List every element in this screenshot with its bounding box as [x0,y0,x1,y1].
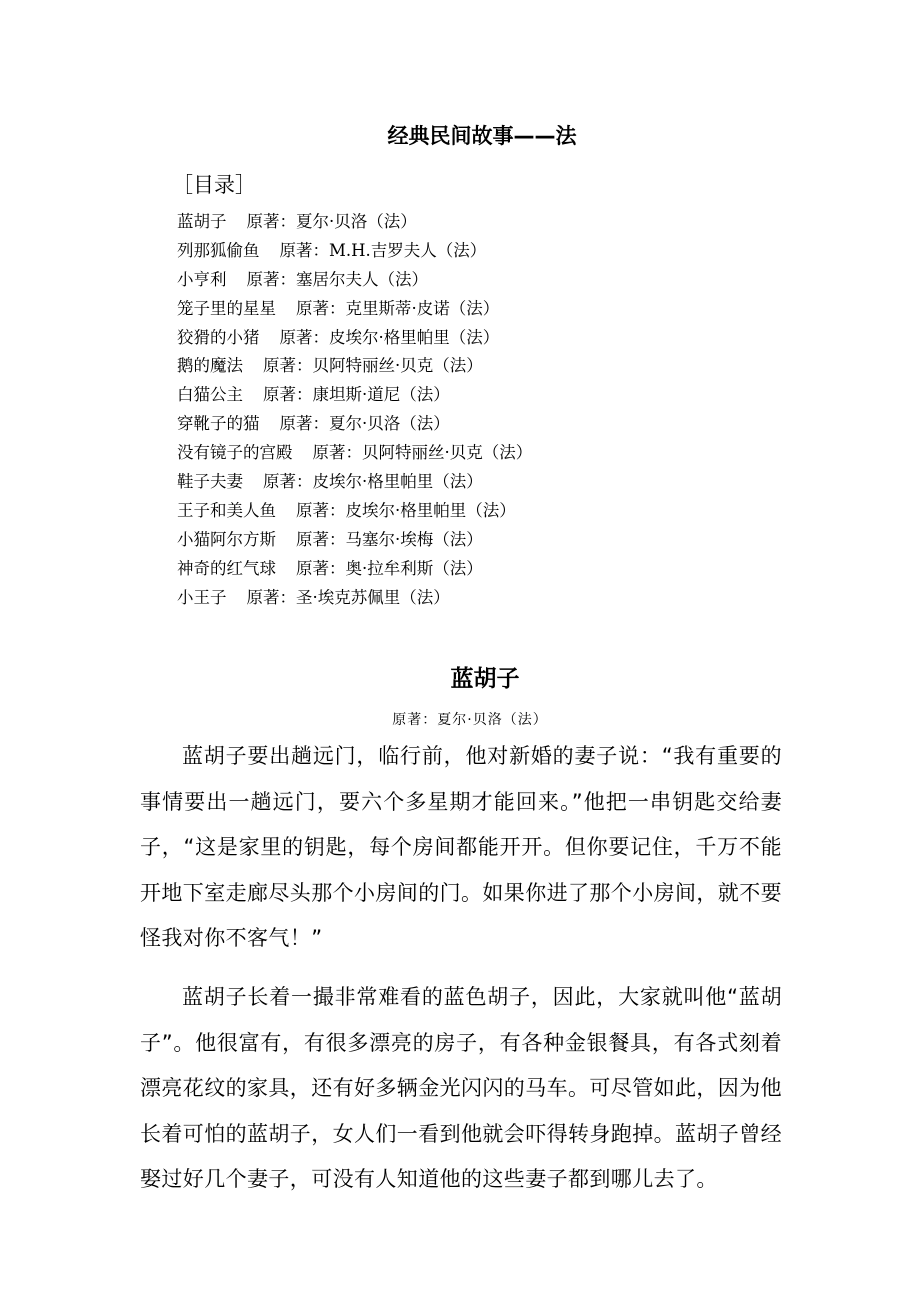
toc-item-title: 白猫公主 [177,385,243,405]
toc-item-title: 列那狐偷鱼 [177,240,260,260]
toc-item-author: 原著：贝阿特丽丝·贝克（法） [312,443,533,463]
toc-item-author: 原著：皮埃尔·格里帕里（法） [279,327,500,347]
toc-item[interactable] [177,266,532,295]
toc-item-author: 原著：塞居尔夫人（法） [246,269,428,289]
story-title: 蓝胡子 [450,666,520,692]
toc-item[interactable] [177,381,532,410]
toc-item-title: 鞋子夫妻 [177,472,243,492]
toc-item-title: 小猫阿尔方斯 [177,529,276,549]
toc-item-author: 原著：夏尔·贝洛（法） [279,414,450,434]
toc-item[interactable] [177,295,532,324]
toc-item[interactable] [177,468,532,497]
toc-item[interactable] [177,324,532,353]
toc-item[interactable] [177,439,532,468]
toc-item-author: 原著：皮埃尔·格里帕里（法） [296,500,516,520]
story-author: 原著：夏尔·贝洛（法） [392,712,548,728]
toc-item[interactable] [177,208,532,237]
toc-item-title: 狡猾的小猪 [177,327,260,347]
document-title: 经典民间故事——法 [387,124,577,148]
toc-item-title: 神奇的红气球 [177,558,276,578]
toc-item-author: 原著：皮埃尔·格里帕里（法） [263,472,483,492]
toc-item-title: 小王子 [177,587,227,607]
toc-item-title: 穿靴子的猫 [177,414,260,434]
toc-item-author: 原著：夏尔·贝洛（法） [246,212,417,231]
toc-item-author: 原著：克里斯蒂·皮诺（法） [296,298,500,318]
toc-item[interactable] [177,526,532,555]
toc-item[interactable] [177,410,532,439]
toc-item[interactable] [177,352,532,381]
toc-item-author: 原著：圣·埃克苏佩里（法） [246,587,450,607]
toc-item[interactable] [177,237,532,266]
toc-item-title: 鹅的魔法 [177,356,243,376]
toc-item-author: 原著：M.H.吉罗夫人（法） [279,240,487,260]
toc-item-author: 原著：奥·拉牟利斯（法） [296,558,483,578]
toc-item-title: 笼子里的星星 [177,298,276,318]
table-of-contents [177,208,532,612]
toc-item-author: 原著：康坦斯·道尼（法） [263,385,450,405]
toc-heading: ［目录］ [172,173,256,197]
toc-item-title: 小亨利 [177,269,227,289]
toc-item[interactable] [177,497,532,526]
toc-item-title: 没有镜子的宫殿 [177,443,293,463]
story-paragraph: 蓝胡子长着一撮非常难看的蓝色胡子，因此，大家就叫他“蓝胡子”。他很富有，有很多漂亮的房子，有各种金银餐具，有各式刻着漂亮花纹的家具，还有好多辆金光闪闪的马车。可尽管如此，因为他长着可怕的蓝胡子，女人们一看到他就会吓得转身跑掉。蓝胡子曾经娶过好几个妻子，可没有人知道他的这些妻子都到哪儿去了。 [140,985,782,1191]
toc-item-title: 蓝胡子 [177,212,227,231]
toc-item-title: 王子和美人鱼 [177,500,276,520]
story-paragraph: 蓝胡子要出趟远门，临行前，他对新婚的妻子说：“我有重要的事情要出一趟远门，要六个多星期才能回来。”他把一串钥匙交给妻子，“这是家里的钥匙，每个房间都能开开。但你要记住，千万不能开地下室走廊尽头那个小房间的门。如果你进了那个小房间，就不要怪我对你不客气！” [140,744,782,950]
toc-item-author: 原著：马塞尔·埃梅（法） [296,529,483,549]
toc-item[interactable] [177,584,532,613]
toc-item-author: 原著：贝阿特丽丝·贝克（法） [263,356,483,376]
toc-item[interactable] [177,555,532,584]
